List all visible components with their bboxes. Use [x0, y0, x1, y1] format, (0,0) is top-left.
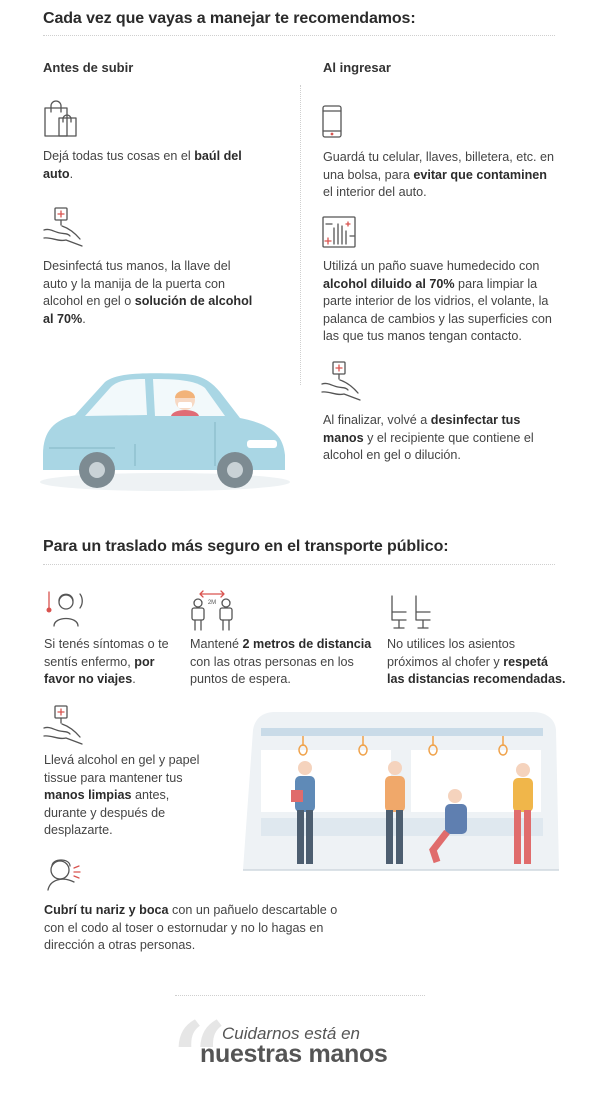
text-emphasis: desinfectar tus manos [323, 413, 521, 445]
svg-text:2M: 2M [207, 600, 217, 606]
text-emphasis: solución de alcohol al 70% [43, 294, 253, 326]
text-run: para limpiar la parte interior de los vidrios, el volante, la palanca de cambios y las superficies con las que tus manos tengan contacto. [323, 276, 552, 343]
text-run: . [132, 672, 136, 686]
text-run: . [82, 311, 86, 326]
right-heading: Al ingresar [323, 60, 391, 75]
text-run: Si tenés síntomas o te sentís enfermo, [44, 637, 169, 669]
text-run: Llevá alcohol en gel y papel tissue para mantener tus [44, 753, 200, 785]
text-run: con un pañuelo descartable o con el codo al toser o estornudar y no lo hagas en dirección a otras personas. [44, 903, 338, 952]
bus-seats-icon [386, 592, 442, 632]
text-emphasis: evitar que contaminen [413, 167, 547, 182]
quote-line-2: nuestras manos [200, 1040, 388, 1068]
transport-item-1-text [44, 636, 179, 689]
section2-title: Para un traslado más seguro en el transporte público: [43, 538, 449, 555]
column-divider [300, 85, 301, 385]
quote-line-1: Cuidarnos está en [222, 1024, 360, 1043]
text-emphasis: alcohol diluido al 70% [323, 276, 455, 291]
sneeze-elbow-icon [44, 856, 84, 896]
text-emphasis: baúl del auto [43, 149, 242, 181]
sanitize-hands-icon [42, 704, 86, 746]
title-divider [43, 35, 555, 36]
text-run: el interior del auto. [323, 185, 427, 199]
text-emphasis: respetá las distancias recomendadas. [387, 654, 566, 686]
text-run: con las otras personas en los puntos de espera. [190, 654, 354, 686]
text-run: antes, durante y después de desplazarte. [44, 788, 170, 837]
transport-item-2-text [190, 636, 375, 689]
text-emphasis: manos limpias [44, 788, 132, 802]
distance-people-icon [188, 590, 236, 632]
quote-mark-icon: “ [172, 1001, 228, 1107]
transport-item-5-text [44, 902, 344, 955]
sick-person-icon [44, 588, 84, 630]
sanitize-hands-icon [42, 206, 86, 248]
right-item-3-text [323, 412, 558, 465]
sanitize-hands-icon [320, 360, 364, 402]
section1-title: Cada vez que vayas a manejar te recomendamos: [43, 10, 416, 27]
transport-item-4-text [44, 752, 204, 840]
text-run: Desinfectá tus manos, la llave del auto y la manija de la puerta con alcohol en gel o [43, 259, 231, 308]
section2-divider [43, 564, 555, 565]
text-run: No utilices los asientos próximos al chofer y [387, 637, 516, 669]
text-run: Mantené [190, 637, 243, 651]
quote-divider [175, 995, 425, 996]
text-run: Al finalizar, volvé a [323, 413, 431, 427]
text-run: Dejá todas tus cosas en el [43, 149, 195, 163]
bus-interior-illustration [243, 710, 559, 877]
text-emphasis: Cubrí tu nariz y boca [44, 903, 169, 917]
transport-item-3-text [387, 636, 567, 689]
text-run: y el recipiente que contiene el alcohol en gel o dilución. [323, 430, 534, 462]
text-emphasis: 2 metros de distancia [242, 637, 372, 651]
right-item-2-text [323, 258, 563, 346]
car-illustration [35, 370, 295, 500]
right-item-1-text [323, 149, 558, 202]
phone-icon [320, 104, 346, 140]
text-run: Guardá tu celular, llaves, billetera, etc. en una bolsa, para [323, 150, 555, 182]
text-run: . [69, 166, 74, 181]
left-item-1-text [43, 148, 263, 183]
text-emphasis: por favor no viajes [44, 654, 155, 686]
left-item-2-text [43, 258, 253, 328]
wipe-cloth-icon [320, 214, 360, 254]
text-run: Utilizá un paño suave humedecido con [323, 259, 540, 273]
shopping-bag-icon [42, 100, 82, 140]
left-heading: Antes de subir [43, 60, 134, 75]
